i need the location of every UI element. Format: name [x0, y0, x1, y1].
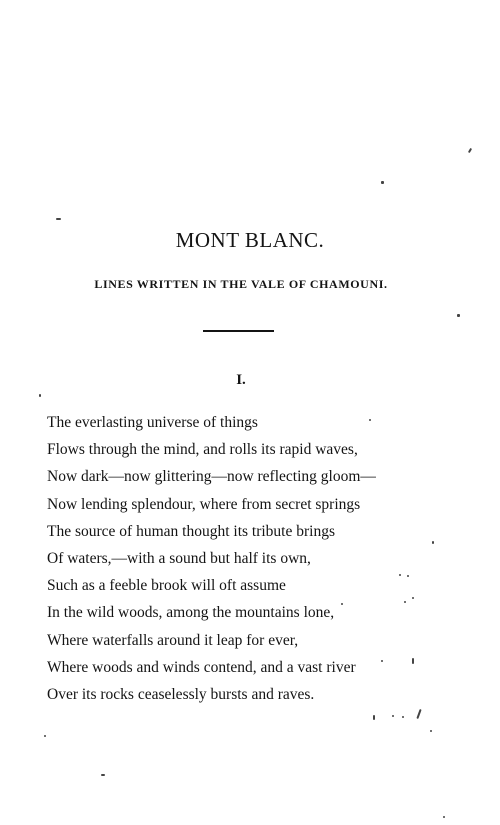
poem-line: Where woods and winds contend, and a vast river: [47, 658, 356, 676]
poem-line: Over its rocks ceaselessly bursts and raves.: [47, 686, 315, 704]
poem-line: In the wild woods, among the mountains lone,: [47, 604, 335, 622]
poem-line: Such as a feeble brook will oft assume: [47, 577, 286, 595]
scan-speck: [56, 218, 61, 220]
poem-line: Of waters,—with a sound but half its own,: [47, 550, 311, 568]
scan-speck: [392, 715, 394, 717]
scan-speck: [430, 730, 432, 732]
scan-speck: [404, 601, 406, 603]
scan-speck: [101, 774, 105, 776]
scan-speck: [44, 735, 46, 737]
poem-subtitle: LINES WRITTEN IN THE VALE OF CHAMOUNI.: [94, 277, 388, 291]
poem-line: Now dark—now glittering—now reflecting gloom—: [47, 468, 376, 486]
scan-speck: [432, 541, 434, 544]
scan-speck: [468, 148, 472, 153]
scan-speck: [443, 816, 445, 818]
scan-speck: [399, 574, 401, 576]
poem-title: MONT BLANC.: [175, 228, 325, 252]
poem-line: The source of human thought its tribute brings: [47, 522, 335, 540]
poem-line: Now lending splendour, where from secret springs: [47, 495, 361, 513]
scan-speck: [457, 314, 460, 317]
poem-line: Where waterfalls around it leap for ever,: [47, 631, 299, 649]
scan-speck: [39, 394, 41, 397]
poem-stanza: [47, 409, 376, 708]
scan-speck: [373, 715, 375, 720]
section-number: I.: [236, 372, 246, 388]
scan-speck: [402, 716, 404, 718]
scan-speck: [369, 419, 371, 421]
scan-speck: [407, 575, 409, 577]
scan-speck: [412, 597, 414, 599]
poem-line: The everlasting universe of things: [47, 414, 258, 431]
scan-speck: [412, 658, 414, 664]
scan-speck: [381, 181, 384, 184]
scan-speck: [341, 603, 343, 605]
scan-speck: [416, 709, 421, 719]
title-divider-rule: [203, 330, 274, 332]
poem-line: Flows through the mind, and rolls its rapid waves,: [47, 441, 358, 459]
scan-speck: [381, 660, 383, 662]
